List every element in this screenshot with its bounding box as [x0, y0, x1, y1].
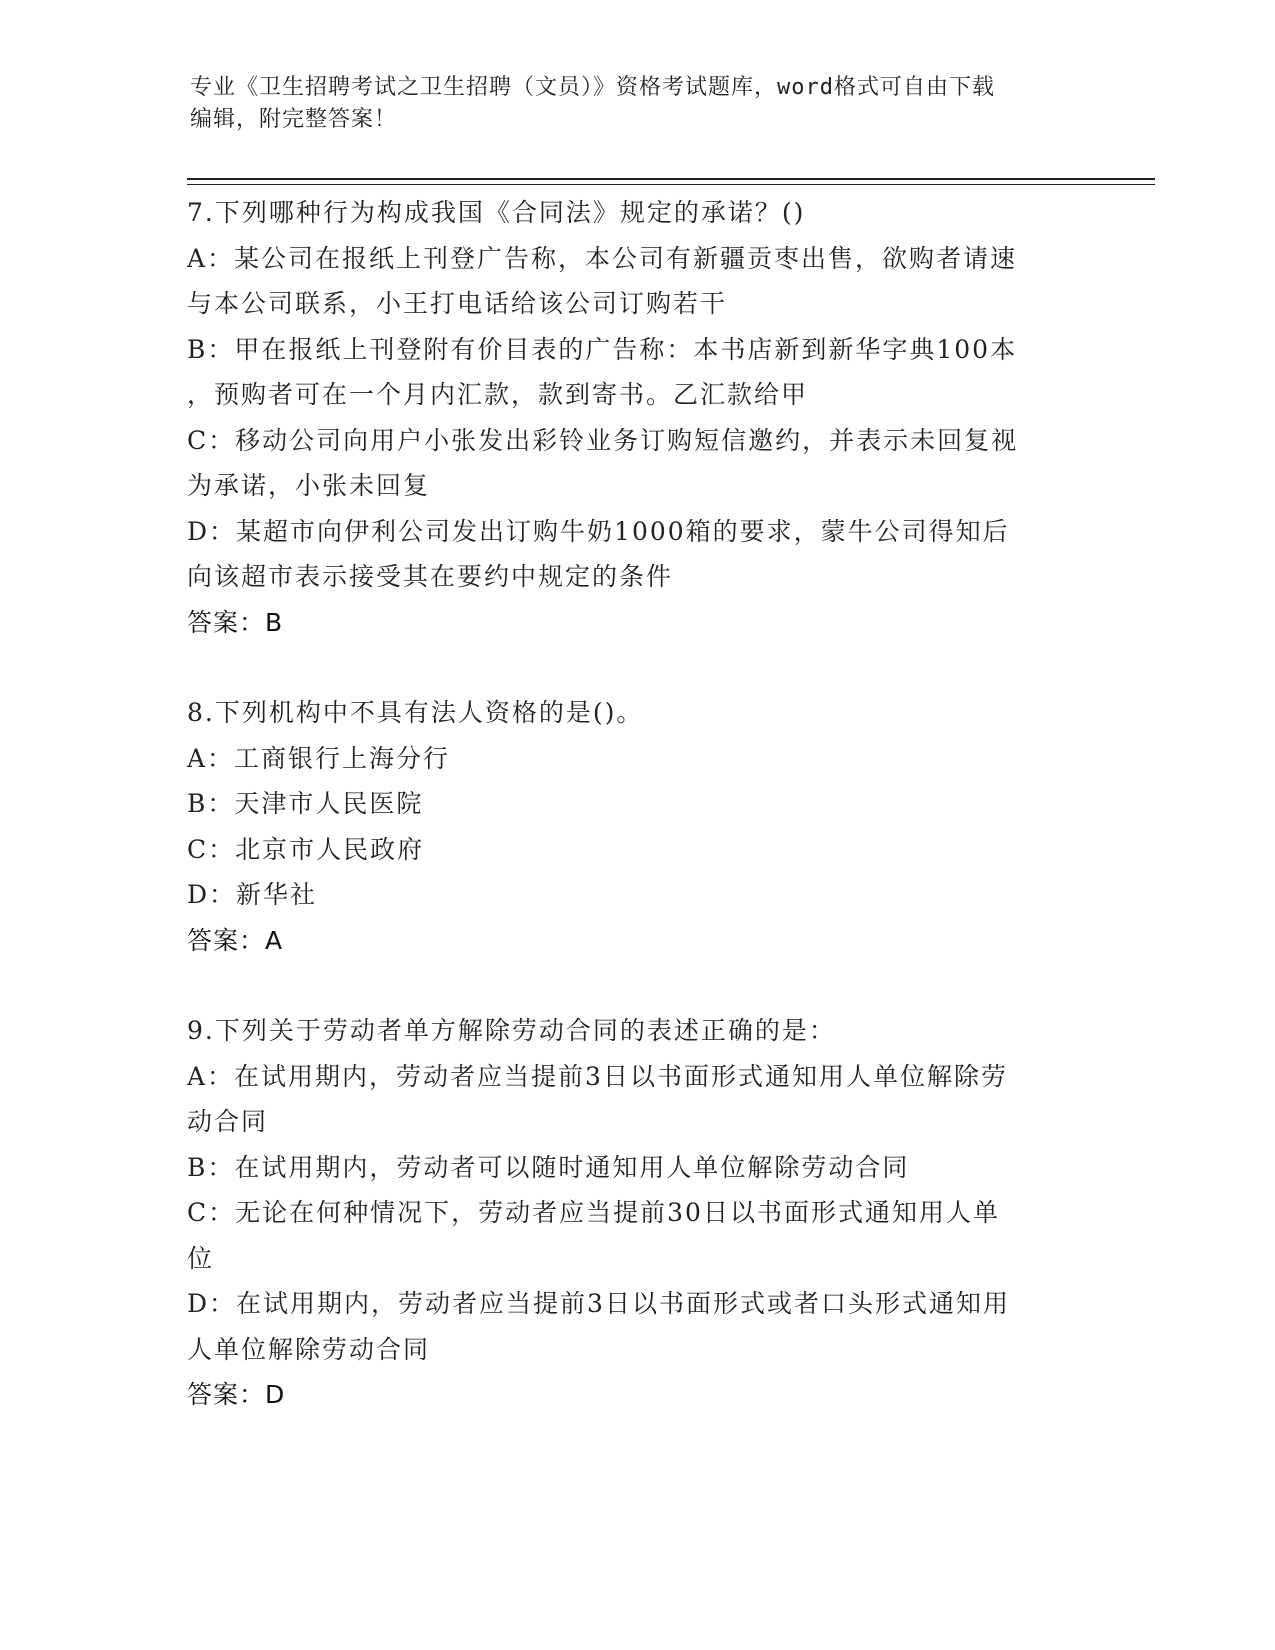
question-stem: 7.下列哪种行为构成我国《合同法》规定的承诺？() [187, 198, 806, 227]
option-a-line-cont: 与本公司联系，小王打电话给该公司订购若干 [187, 289, 728, 318]
option-b-line: B：甲在报纸上刊登附有价目表的广告称：本书店新到新华字典100本 [187, 334, 1018, 364]
question-stem: 8.下列机构中不具有法人资格的是()。 [187, 698, 644, 727]
header-line-1: 专业《卫生招聘考试之卫生招聘（文员）》资格考试题库，word格式可自由下载 [190, 75, 995, 100]
answer-label: 答案：A [187, 925, 284, 955]
option-d-line: D：某超市向伊利公司发出订购牛奶1000箱的要求，蒙牛公司得知后 [187, 516, 1010, 546]
option-b-line: B：天津市人民医院 [187, 789, 424, 818]
option-c-line-cont: 为承诺，小张未回复 [187, 471, 431, 500]
option-d-line-cont: 人单位解除劳动合同 [187, 1334, 431, 1364]
option-c-line: C：移动公司向用户小张发出彩铃业务订购短信邀约，并表示未回复视 [187, 425, 1019, 455]
option-d-line: D：在试用期内，劳动者应当提前3日以书面形式或者口头形式通知用 [187, 1289, 1010, 1318]
option-d-line: D：新华社 [187, 880, 318, 909]
header-divider-thick [187, 178, 1155, 180]
question-9 [187, 1008, 1087, 1418]
option-d-line-cont: 向该超市表示接受其在要约中规定的条件 [187, 562, 674, 591]
option-c-line: C：无论在何种情况下，劳动者应当提前30日以书面形式通知用人单 [187, 1198, 1000, 1227]
option-a-line: A：某公司在报纸上刊登广告称，本公司有新疆贡枣出售，欲购者请速 [187, 243, 1018, 273]
option-a-line: A：工商银行上海分行 [187, 743, 451, 773]
option-c-line: C：北京市人民政府 [187, 834, 425, 864]
question-stem: 9.下列关于劳动者单方解除劳动合同的表述正确的是： [187, 1016, 836, 1045]
question-list [187, 190, 1087, 1463]
document-header [190, 72, 1090, 136]
option-b-line-cont: ，预购者可在一个月内汇款，款到寄书。乙汇款给甲 [187, 380, 809, 409]
option-a-line: A：在试用期内，劳动者应当提前3日以书面形式通知用人单位解除劳 [187, 1061, 1008, 1091]
answer-label: 答案：B [187, 607, 284, 637]
header-divider-thin [187, 184, 1155, 185]
question-7 [187, 190, 1087, 645]
header-line-2: 编辑，附完整答案！ [190, 107, 398, 132]
option-b-line: B：在试用期内，劳动者可以随时通知用人单位解除劳动合同 [187, 1152, 910, 1182]
question-8 [187, 690, 1087, 963]
answer-label: 答案：D [187, 1380, 286, 1409]
option-c-line-cont: 位 [187, 1243, 215, 1273]
option-a-line-cont: 动合同 [187, 1107, 269, 1136]
